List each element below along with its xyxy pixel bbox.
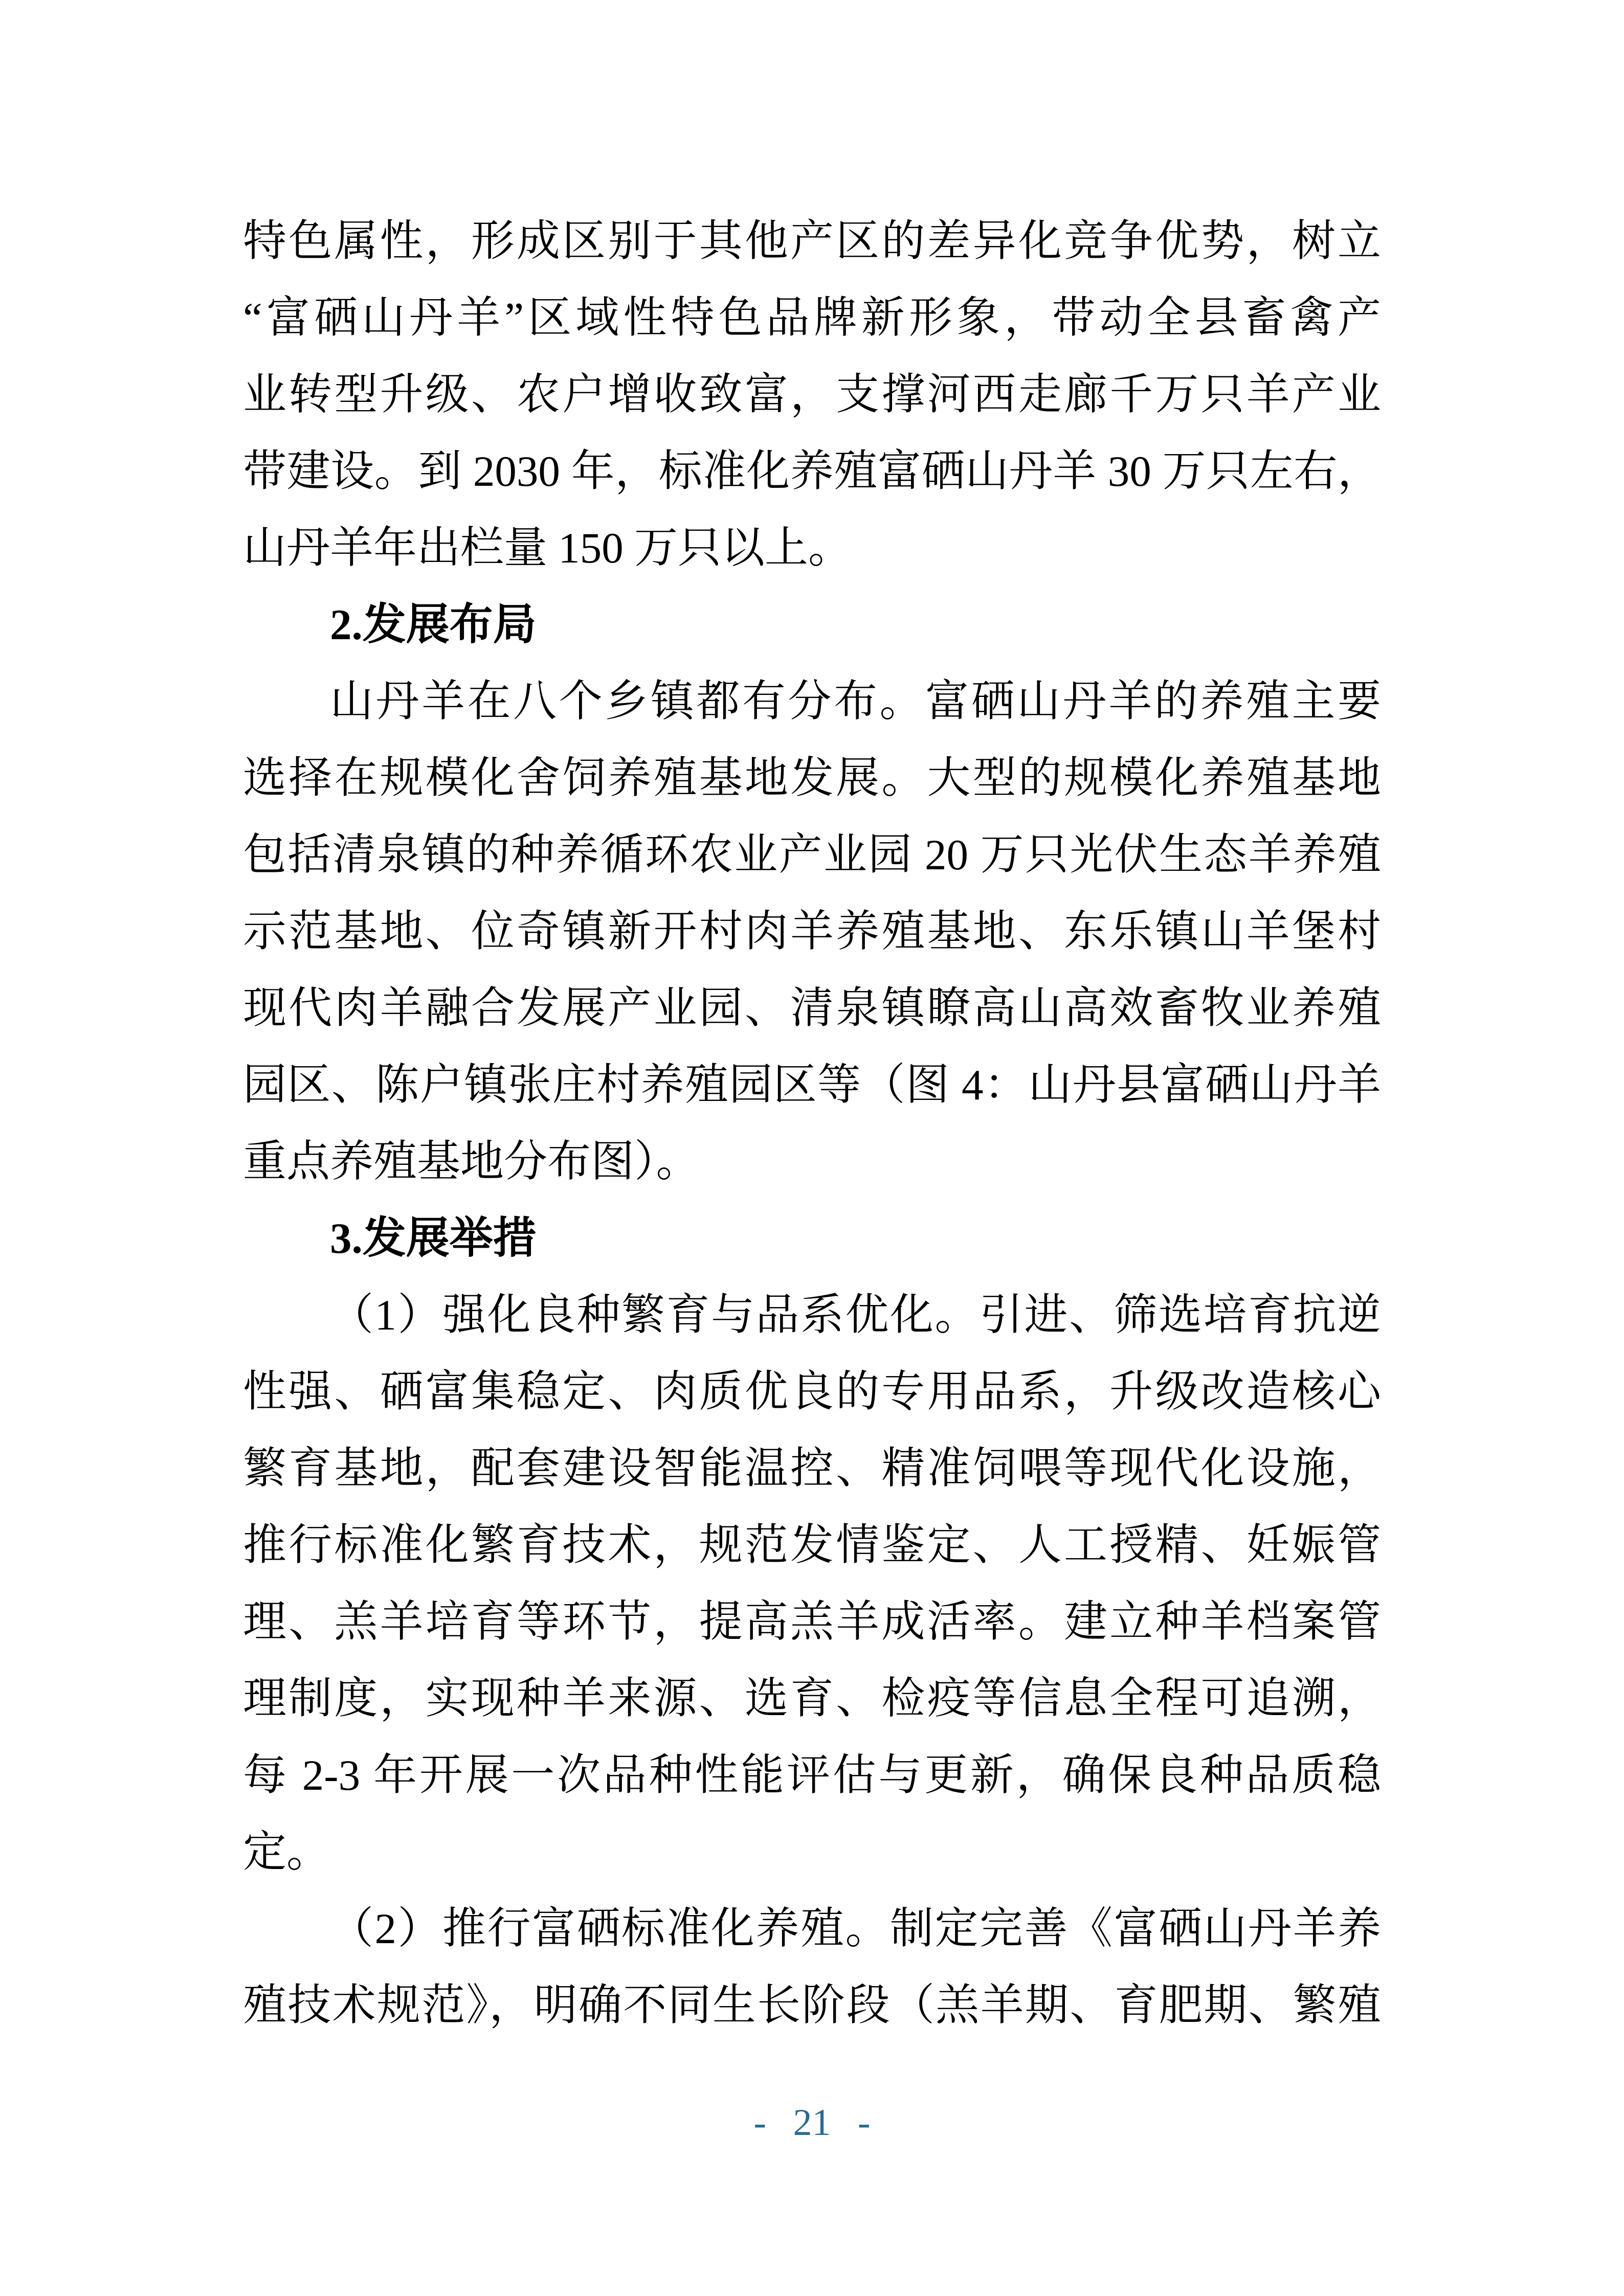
text-line: 理制度，实现种羊来源、选育、检疫等信息全程可追溯， [243, 1675, 1381, 1723]
text-line: 殖技术规范》，明确不同生长阶段（羔羊期、育肥期、繁殖 [243, 1982, 1381, 2030]
text-line: 每 2-3 年开展一次品种性能评估与更新，确保良种品质稳 [243, 1751, 1381, 1799]
text-line: 包括清泉镇的种养循环农业产业园 20 万只光伏生态羊养殖 [243, 831, 1381, 879]
text-line: 理、羔羊培育等环节，提高羔羊成活率。建立种羊档案管 [243, 1598, 1381, 1646]
page-number: - 21 - [753, 2102, 871, 2144]
text-line: 推行标准化繁育技术，规范发情鉴定、人工授精、妊娠管 [243, 1521, 1381, 1569]
text-line: 定。 [243, 1828, 330, 1876]
text-line: 2.发展布局 [330, 601, 537, 649]
text-line: 现代肉羊融合发展产业园、清泉镇瞭高山高效畜牧业养殖 [243, 984, 1381, 1032]
text-line: 山丹羊在八个乡镇都有分布。富硒山丹羊的养殖主要 [330, 678, 1381, 726]
text-line: “富硒山丹羊”区域性特色品牌新形象，带动全县畜禽产 [243, 294, 1381, 342]
text-line: 山丹羊年出栏量 150 万只以上。 [243, 524, 852, 572]
document-body [243, 203, 1381, 2044]
text-line: 示范基地、位奇镇新开村肉羊养殖基地、东乐镇山羊堡村 [243, 908, 1381, 956]
text-line: 选择在规模化舍饲养殖基地发展。大型的规模化养殖基地 [243, 754, 1381, 802]
text-line: 特色属性，形成区别于其他产区的差异化竞争优势，树立 [243, 217, 1381, 265]
text-line: 业转型升级、农户增收致富，支撑河西走廊千万只羊产业 [243, 371, 1381, 419]
text-line: 3.发展举措 [330, 1214, 537, 1263]
text-line: 性强、硒富集稳定、肉质优良的专用品系，升级改造核心 [243, 1368, 1381, 1416]
text-line: （1）强化良种繁育与品系优化。引进、筛选培育抗逆 [330, 1291, 1381, 1339]
text-line: 繁育基地，配套建设智能温控、精准饲喂等现代化设施， [243, 1445, 1381, 1493]
text-line: 重点养殖基地分布图）。 [243, 1138, 700, 1186]
text-line: 带建设。到 2030 年，标准化养殖富硒山丹羊 30 万只左右， [243, 447, 1381, 496]
text-line: （2）推行富硒标准化养殖。制定完善《富硒山丹羊养 [330, 1905, 1381, 1953]
text-line: 园区、陈户镇张庄村养殖园区等（图 4：山丹县富硒山丹羊 [243, 1061, 1381, 1109]
